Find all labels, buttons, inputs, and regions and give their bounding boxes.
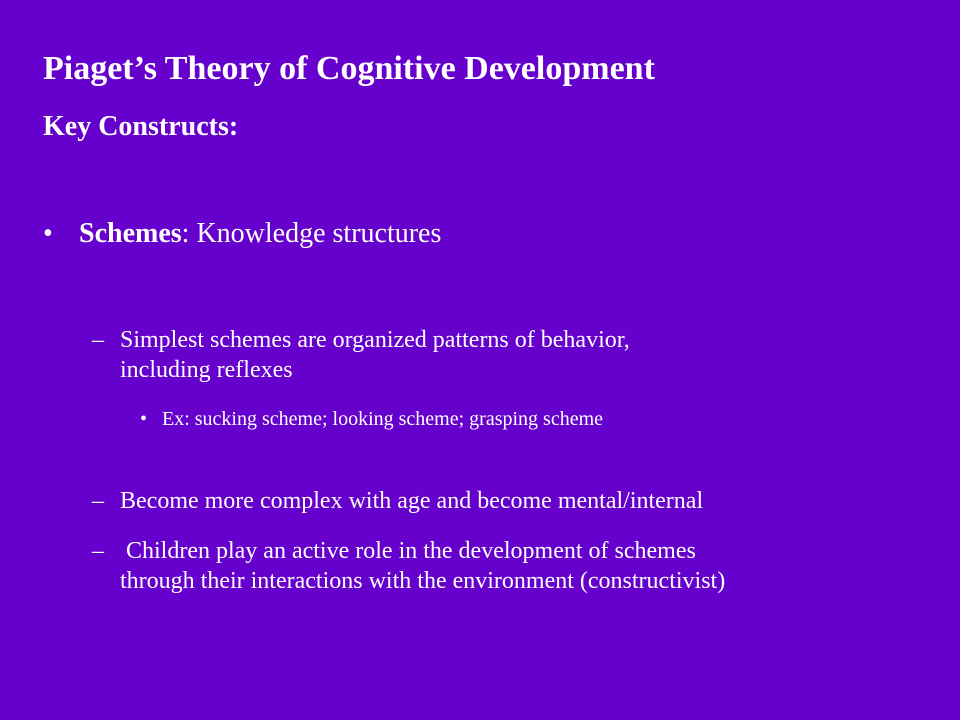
sub-point-3-text (120, 536, 930, 596)
main-bullet-definition: Knowledge structures (196, 218, 442, 249)
dash-icon: – (92, 327, 104, 353)
sub-point-3-line1: Children play an active role in the development of schemes (120, 538, 696, 564)
sub-point-1-line2: including reflexes (120, 357, 293, 383)
dash-icon: – (92, 488, 104, 514)
main-bullet-term: Schemes (79, 218, 182, 249)
sub-point-1-text (120, 325, 930, 385)
sub-point-1-line1: Simplest schemes are organized patterns of behavior, (120, 327, 630, 353)
slide-title: Piaget’s Theory of Cognitive Development (43, 50, 655, 87)
main-bullet-separator: : (181, 218, 197, 249)
main-bullet-text (79, 218, 441, 250)
dash-icon: – (92, 538, 104, 564)
sub-point-3-line2: through their interactions with the environment (constructivist) (120, 568, 726, 594)
example-text: Ex: sucking scheme; looking scheme; grasping scheme (162, 408, 604, 430)
bullet-icon: • (43, 218, 53, 249)
slide-subtitle: Key Constructs: (43, 111, 239, 142)
sub-point-2-text: Become more complex with age and become mental/internal (120, 488, 704, 514)
bullet-icon: • (140, 408, 148, 430)
